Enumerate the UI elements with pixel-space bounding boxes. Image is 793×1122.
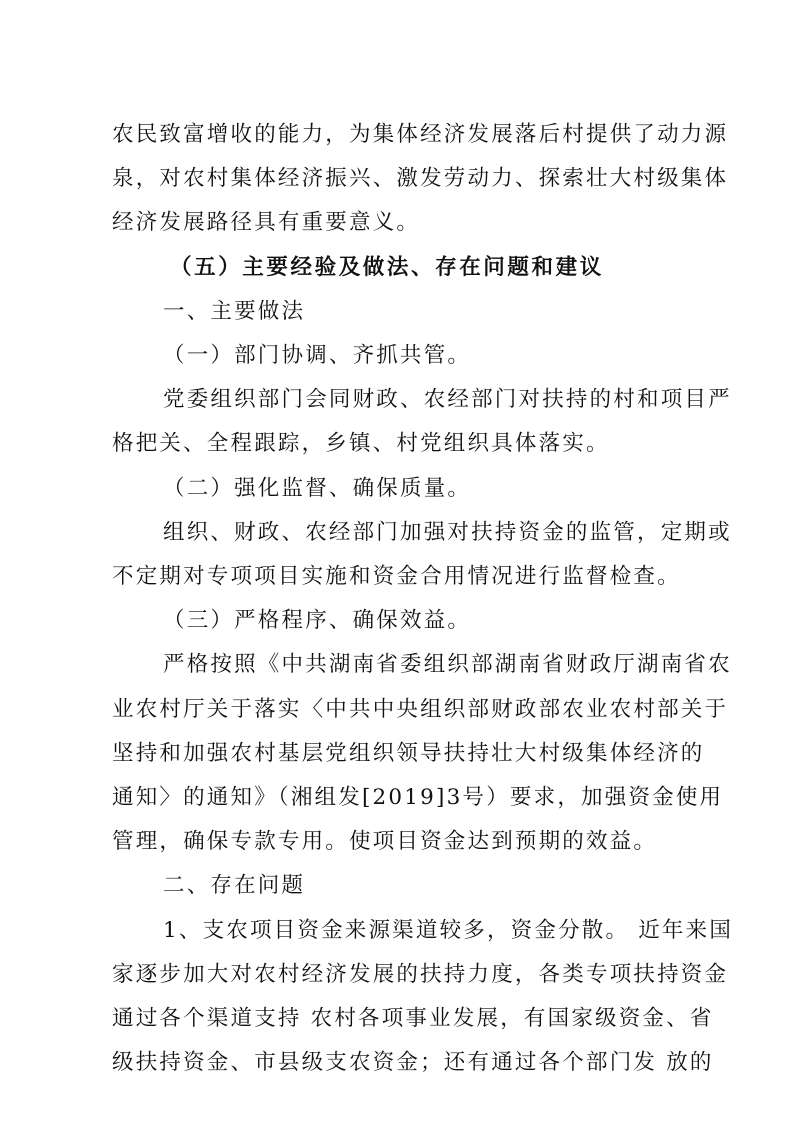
body-text-line: 严格按照《中共湖南省委组织部湖南省财政厅湖南省农 (163, 652, 732, 677)
body-text-line: 经济发展路径具有重要意义。 (112, 210, 421, 235)
body-text-line: 党委组织部门会同财政、农经部门对扶持的村和项目严 (163, 387, 732, 412)
body-text-line: 1、支农项目资金来源渠道较多，资金分散。 近年来国 (163, 918, 734, 943)
body-text-line: 管理，确保专款专用。使项目资金达到预期的效益。 (112, 829, 658, 854)
body-text-line: 不定期对专项项目实施和资金合用情况进行监督检查。 (112, 564, 681, 589)
body-text-line: 级扶持资金、市县级支农资金；还有通过各个部门发 放的 (112, 1050, 714, 1075)
body-text-line: 泉，对农村集体经济振兴、激发劳动力、探索壮大村级集体 (112, 166, 729, 191)
body-text-line: 格把关、全程跟踪，乡镇、村党组织具体落实。 (112, 431, 610, 456)
item-heading: （三）严格程序、确保效益。 (163, 608, 472, 633)
section-heading: （五）主要经验及做法、存在问题和建议 (170, 255, 604, 280)
body-text-line: 农民致富增收的能力，为集体经济发展落后村提供了动力源 (112, 122, 729, 147)
body-text-line: 通过各个渠道支持 农村各项事业发展，有国家级资金、省 (112, 1006, 714, 1031)
item-heading: （一）部门协调、齐抓共管。 (163, 343, 472, 368)
subsection-heading: 一、主要做法 (163, 299, 306, 324)
body-text-line: 业农村厅关于落实〈中共中央组织部财政部农业农村部关于 (112, 697, 729, 722)
body-text-line: 坚持和加强农村基层党组织领导扶持壮大村级集体经济的 (112, 741, 705, 766)
item-heading: （二）强化监督、确保质量。 (163, 476, 472, 501)
body-text-line: 组织、财政、农经部门加强对扶持资金的监管，定期或 (163, 520, 732, 545)
body-text-line: 家逐步加大对农村经济发展的扶持力度，各类专项扶持资金 (112, 962, 729, 987)
body-text-line: 通知〉的通知》（湘组发[2019]3号）要求，加强资金使用 (112, 785, 724, 810)
subsection-heading: 二、存在问题 (163, 873, 306, 898)
